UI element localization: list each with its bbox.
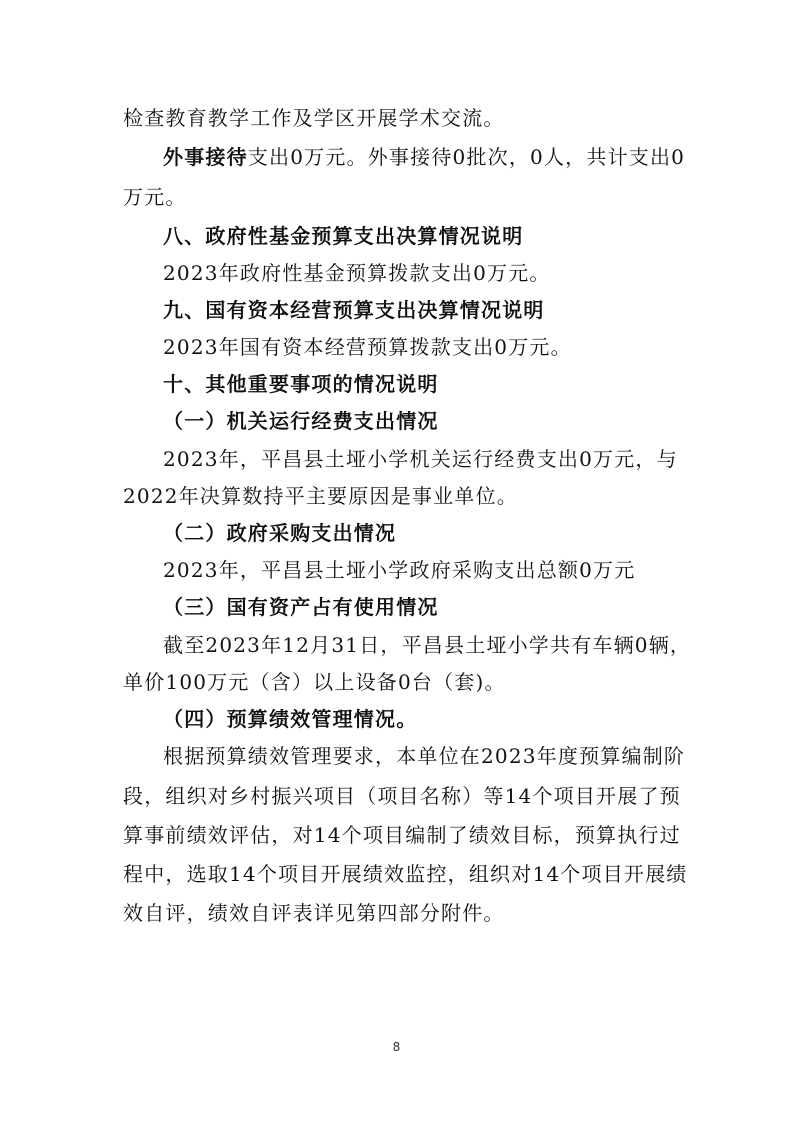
subsection-heading: [163, 707, 675, 731]
subsection-heading: [163, 409, 675, 433]
line-text: 支出0万元。外事接待0批次，0人，共计支出0: [247, 145, 686, 169]
heading-text: （二）政府采购支出情况: [163, 521, 397, 545]
heading-text: 十、其他重要事项的情况说明: [163, 372, 439, 396]
subsection-heading: [163, 521, 675, 545]
line-text: 2022年决算数持平主要原因是事业单位。: [123, 484, 518, 508]
paragraph-line: [163, 261, 675, 285]
paragraph-line: [123, 670, 675, 694]
heading-text: （四）预算绩效管理情况。: [163, 707, 418, 731]
inline-heading: 外事接待: [163, 145, 248, 169]
paragraph-line: [163, 744, 686, 768]
line-text: 截至2023年12月31日，平昌县土垭小学共有车辆0辆，: [163, 633, 692, 657]
paragraph-line: [163, 335, 675, 359]
paragraph-line: [123, 901, 675, 925]
paragraph-line: [163, 558, 675, 582]
paragraph-line: [123, 106, 675, 130]
line-text: 根据预算绩效管理要求，本单位在2023年度预算编制阶: [163, 744, 686, 768]
paragraph-line: [163, 633, 692, 657]
section-heading: [163, 372, 675, 396]
line-text: 段，组织对乡村振兴项目（项目名称）等14个项目开展了预: [123, 784, 681, 808]
heading-text: 九、国有资本经营预算支出决算情况说明: [163, 298, 545, 322]
heading-text: 八、政府性基金预算支出决算情况说明: [163, 224, 524, 248]
paragraph-line: [123, 484, 675, 508]
paragraph-line: [123, 823, 681, 847]
heading-text: （三）国有资产占有使用情况: [163, 595, 439, 619]
line-text: 万元。: [123, 185, 187, 209]
line-text: 2023年政府性基金预算拨款支出0万元。: [163, 261, 551, 285]
line-text: 2023年，平昌县土垭小学机关运行经费支出0万元，与: [163, 447, 678, 471]
paragraph-line: [123, 784, 681, 808]
paragraph-line: [123, 185, 675, 209]
section-heading: [163, 224, 675, 248]
heading-text: （一）机关运行经费支出情况: [163, 409, 439, 433]
line-text: 2023年，平昌县土垭小学政府采购支出总额0万元: [163, 558, 636, 582]
paragraph-line: [163, 145, 686, 169]
line-text: 2023年国有资本经营预算拨款支出0万元。: [163, 335, 572, 359]
paragraph-line: [163, 447, 678, 471]
section-heading: [163, 298, 675, 322]
line-text: 检查教育教学工作及学区开展学术交流。: [123, 106, 505, 130]
line-text: 效自评，绩效自评表详见第四部分附件。: [123, 901, 505, 925]
line-text: 程中，选取14个项目开展绩效监控，组织对14个项目开展绩: [123, 862, 688, 886]
line-text: 算事前绩效评估，对14个项目编制了绩效目标，预算执行过: [123, 823, 681, 847]
paragraph-line: [123, 862, 688, 886]
page-number: 8: [392, 1040, 401, 1054]
subsection-heading: [163, 595, 675, 619]
line-text: 单价100万元（含）以上设备0台（套)。: [123, 670, 506, 694]
